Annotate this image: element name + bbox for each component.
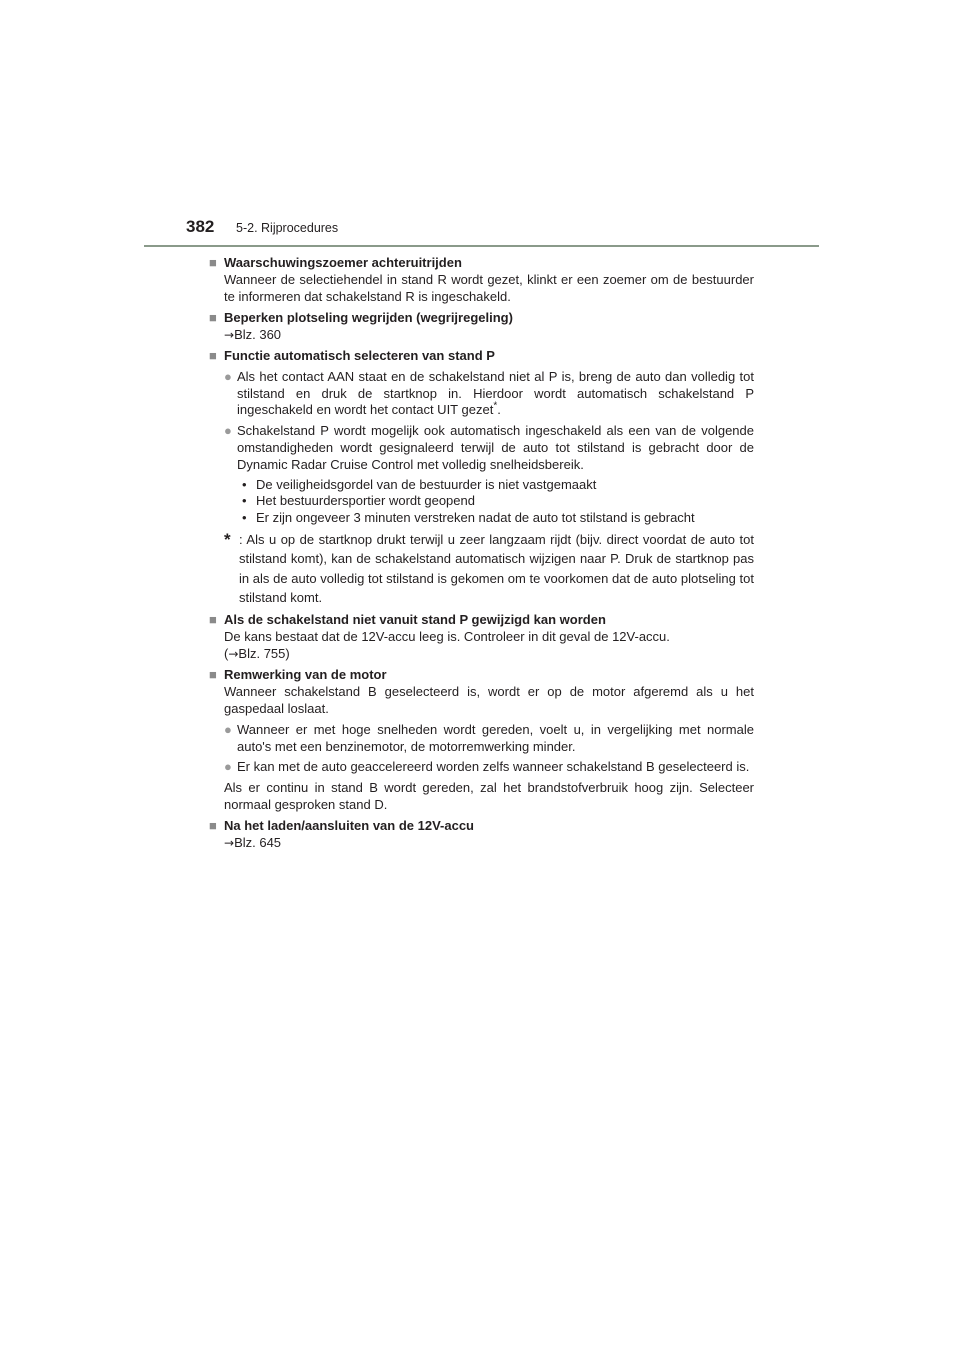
bullet-text: Als het contact AAN staat en de schakelstand niet al P is, breng de auto dan volledig tot stilstand en druk de startknop in. Hierdoor wordt automatisch schakelstand P ingeschakeld en wordt het contact UIT gezet <box>237 368 754 418</box>
footnote-mark: * <box>493 401 498 413</box>
circle-bullet-icon: ● <box>224 423 232 439</box>
section-heading <box>209 348 754 365</box>
page-number: 382 <box>186 217 215 236</box>
paragraph: Wanneer schakelstand B geselecteerd is, wordt er op de motor afgeremd als u het gaspedaal loslaat. <box>224 684 754 716</box>
reference-link[interactable]: Blz. 360 <box>234 326 282 342</box>
reference-link[interactable]: Blz. 755 <box>238 646 286 662</box>
list-item <box>224 722 754 756</box>
list-item <box>224 369 754 419</box>
section-heading <box>209 818 754 835</box>
footnote <box>224 530 754 608</box>
circle-bullet-icon: ● <box>224 368 232 384</box>
heading-text: Als de schakelstand niet vanuit stand P gewijzigd kan worden <box>224 612 606 628</box>
section-schakelstand-p <box>209 612 754 662</box>
reference-link[interactable]: Blz. 645 <box>234 835 282 851</box>
list-item <box>224 423 754 473</box>
page-reference <box>224 835 754 852</box>
circle-bullet-icon: ● <box>224 759 232 775</box>
dot-bullet-icon: • <box>242 510 247 526</box>
sub-item-text: Het bestuurdersportier wordt geopend <box>256 493 475 509</box>
arrow-right-icon: → <box>228 647 239 662</box>
asterisk-icon: * <box>224 529 231 549</box>
sub-list-item <box>242 510 754 527</box>
sub-list-item <box>242 477 754 494</box>
page-header <box>186 217 826 247</box>
footnote-text: : Als u op de startknop drukt terwijl u zeer langzaam rijdt (bijv. direct voordat de auto tot stilstand komt), kan de schakelstand automatisch wijzigen naar P. Druk de startknop pas in als de auto volledig tot stilstand is gekomen om te voorkomen dat de auto plotseling tot stilstand komt. <box>239 531 754 606</box>
dot-bullet-icon: • <box>242 493 247 509</box>
paren-close: ) <box>285 646 290 662</box>
bullet-end: . <box>497 402 501 418</box>
page-content <box>209 255 754 856</box>
section-heading <box>209 255 754 272</box>
section-achteruitrijden <box>209 255 754 305</box>
circle-bullet-icon: ● <box>224 721 232 737</box>
bullet-text: Er kan met de auto geaccelereerd worden zelfs wanneer schakelstand B geselecteerd is. <box>237 759 750 775</box>
section-auto-stand-p <box>209 348 754 608</box>
section-heading <box>209 667 754 684</box>
page-reference <box>224 327 754 344</box>
heading-text: Beperken plotseling wegrijden (wegrijregeling) <box>224 309 513 325</box>
section-title: 5-2. Rijprocedures <box>236 221 339 235</box>
page-reference <box>224 646 754 663</box>
sub-item-text: Er zijn ongeveer 3 minuten verstreken nadat de auto tot stilstand is gebracht <box>256 510 695 526</box>
section-remwerking <box>209 667 754 813</box>
section-heading <box>209 612 754 629</box>
square-bullet-icon: ■ <box>209 667 217 683</box>
section-heading <box>209 310 754 327</box>
square-bullet-icon: ■ <box>209 818 217 834</box>
heading-text: Remwerking van de motor <box>224 667 387 683</box>
section-wegrijregeling <box>209 310 754 344</box>
paragraph: Wanneer de selectiehendel in stand R wordt gezet, klinkt er een zoemer om de bestuurder te informeren dat schakelstand R is ingeschakeld. <box>224 271 754 304</box>
paragraph: De kans bestaat dat de 12V-accu leeg is. Controleer in dit geval de 12V-accu. <box>224 629 670 645</box>
square-bullet-icon: ■ <box>209 255 217 270</box>
paragraph: Als er continu in stand B wordt gereden, zal het brandstofverbruik hoog zijn. Selecteer normaal gesproken stand D. <box>224 780 754 812</box>
sub-item-text: De veiligheidsgordel van de bestuurder is niet vastgemaakt <box>256 476 597 492</box>
arrow-right-icon: → <box>224 836 235 851</box>
bullet-text: Wanneer er met hoge snelheden wordt gereden, voelt u, in vergelijking met normale auto's met een benzinemotor, de motorremwerking minder. <box>237 721 754 754</box>
dot-bullet-icon: • <box>242 476 247 492</box>
header-divider <box>144 245 819 247</box>
square-bullet-icon: ■ <box>209 309 217 325</box>
section-12v-accu <box>209 818 754 852</box>
heading-text: Waarschuwingszoemer achteruitrijden <box>224 255 462 270</box>
heading-text: Functie automatisch selecteren van stand P <box>224 347 495 363</box>
sub-list-item <box>242 493 754 510</box>
bullet-text: Schakelstand P wordt mogelijk ook automatisch ingeschakeld als een van de volgende omstandigheden wordt gesignaleerd terwijl de auto tot stilstand is gebracht door de Dynamic Radar Cruise Control met volledig snelheidsbereik. <box>237 423 754 472</box>
paren-open: ( <box>224 646 229 662</box>
arrow-right-icon: → <box>224 327 235 342</box>
heading-text: Na het laden/aansluiten van de 12V-accu <box>224 818 474 834</box>
square-bullet-icon: ■ <box>209 347 217 363</box>
list-item <box>224 759 754 776</box>
square-bullet-icon: ■ <box>209 612 217 628</box>
sub-list <box>242 477 754 527</box>
